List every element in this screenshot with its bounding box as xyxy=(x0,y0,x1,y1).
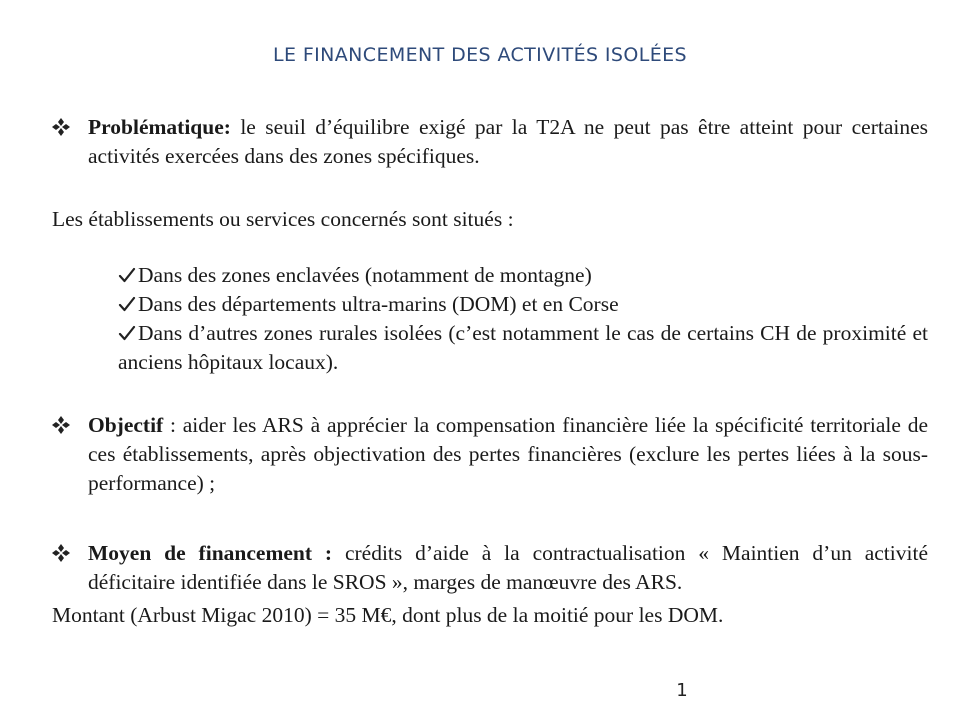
page-number: 1 xyxy=(676,680,688,701)
list-item xyxy=(118,261,928,290)
checkmark-icon xyxy=(118,296,136,312)
situation-text: Dans des zones enclavées (notamment de montagne) xyxy=(138,263,592,287)
moyen-paragraph xyxy=(52,539,928,597)
situation-text: Dans des départements ultra-marins (DOM) et en Corse xyxy=(138,292,619,316)
four-diamond-bullet-icon xyxy=(52,544,70,562)
montant-text: Montant (Arbust Migac 2010) = 35 M€, dont plus de la moitié pour les DOM. xyxy=(52,603,724,627)
problematique-paragraph xyxy=(52,113,928,171)
situation-text: Dans d’autres zones rurales isolées (c’est notamment le cas de certains CH de proximité et anciens hôpitaux locaux). xyxy=(118,321,928,374)
four-diamond-bullet-icon xyxy=(52,118,70,136)
list-item xyxy=(118,290,928,319)
objectif-label: Objectif xyxy=(88,413,164,437)
page-title: LE FINANCEMENT DES ACTIVITÉS ISOLÉES xyxy=(273,44,687,66)
objectif-paragraph xyxy=(52,411,928,498)
four-diamond-bullet-icon xyxy=(52,416,70,434)
objectif-text: : aider les ARS à apprécier la compensation financière liée la spécificité territoriale de ces établissements, après objectivation des pertes financières (exclure les pertes liées à la sous-performance) ; xyxy=(88,413,928,495)
list-item xyxy=(118,319,928,377)
checkmark-icon xyxy=(118,325,136,341)
problematique-label: Problématique: xyxy=(88,115,231,139)
checkmark-icon xyxy=(118,267,136,283)
moyen-text: crédits d’aide à la contractualisation « Maintien d’un activité déficitaire identifiée dans le SROS », marges de manœuvre des ARS. xyxy=(88,541,928,594)
problematique-text: le seuil d’équilibre exigé par la T2A ne peut pas être atteint pour certaines activités exercées dans des zones spécifiques. xyxy=(88,115,928,168)
moyen-label: Moyen de financement : xyxy=(88,541,333,565)
situations-list xyxy=(118,261,928,377)
intro-text: Les établissements ou services concernés sont situés : xyxy=(52,207,514,231)
